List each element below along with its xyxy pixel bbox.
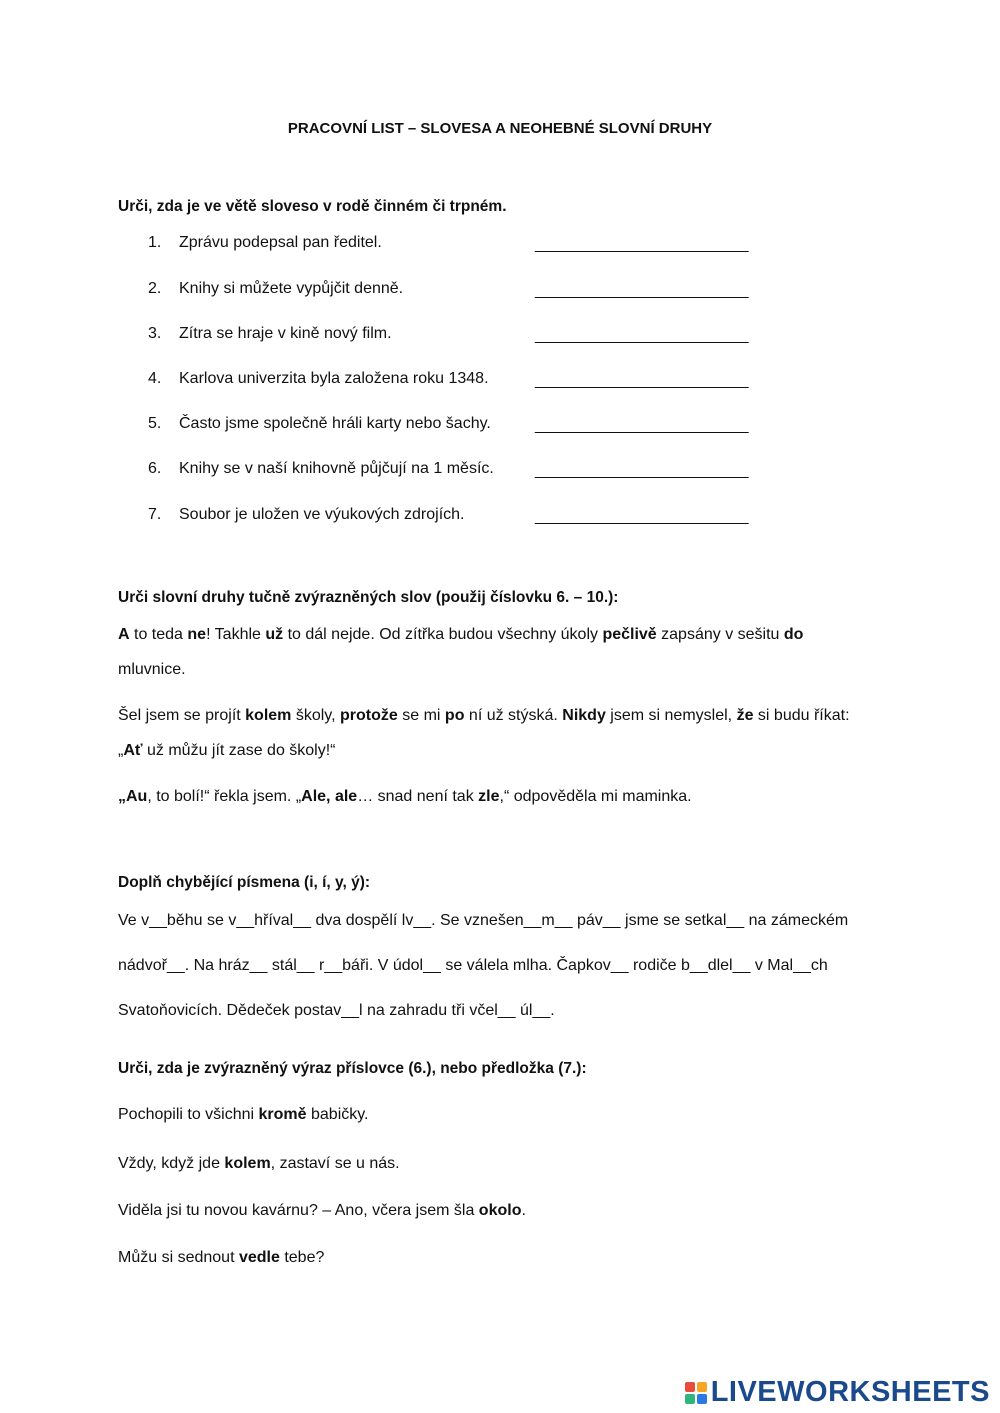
- highlighted-word: po: [444, 707, 465, 724]
- text-run: Můžu si sednout: [118, 1249, 239, 1266]
- text-run: .: [521, 1202, 526, 1219]
- logo-block: [685, 1382, 695, 1392]
- answer-blank[interactable]: ________________________: [535, 417, 749, 434]
- text-run: , zastaví se u nás.: [270, 1155, 400, 1172]
- highlighted-word: Nikdy: [562, 707, 606, 724]
- highlighted-word: ne: [187, 626, 207, 643]
- item-sentence: Zprávu podepsal pan ředitel.: [179, 234, 382, 251]
- highlighted-word: zle: [478, 788, 500, 805]
- text-run: „: [118, 742, 124, 759]
- item-number: 7.: [148, 506, 162, 523]
- item-number: 3.: [148, 325, 162, 342]
- text-run: už můžu jít zase do školy!“: [142, 742, 336, 759]
- answer-blank[interactable]: ________________________: [535, 372, 749, 389]
- highlighted-word: pečlivě: [602, 626, 657, 643]
- answer-blank[interactable]: ________________________: [535, 282, 749, 299]
- item-sentence: Zítra se hraje v kině nový film.: [179, 325, 392, 342]
- section4-heading: Urči, zda je zvýrazněný výraz příslovce (6.), nebo předložka (7.):: [118, 1060, 587, 1077]
- text-run: ,“ odpověděla mi maminka.: [499, 788, 692, 805]
- sentence-4: [118, 1249, 324, 1267]
- section3-heading: Doplň chybějící písmena (i, í, y, ý):: [118, 874, 371, 891]
- logo-block: [685, 1394, 695, 1404]
- text-run: Pochopili to všichni: [118, 1106, 259, 1123]
- sentence-2: [118, 1155, 400, 1173]
- sentence-1: [118, 1106, 369, 1124]
- paragraph-2: [118, 707, 850, 725]
- logo-block: [697, 1382, 707, 1392]
- text-run: zapsány v sešitu: [656, 626, 784, 643]
- highlighted-word: vedle: [238, 1249, 280, 1266]
- text-run: … snad není tak: [357, 788, 479, 805]
- answer-blank[interactable]: ________________________: [535, 236, 749, 253]
- text-run: se mi: [397, 707, 445, 724]
- item-sentence: Soubor je uložen ve výukových zdrojích.: [179, 506, 465, 523]
- text-run: ! Takhle: [206, 626, 266, 643]
- text-run: Vždy, když jde: [118, 1155, 225, 1172]
- text-run: to dál nejde. Od zítřka budou všechny úkoly: [283, 626, 603, 643]
- text-run: školy,: [291, 707, 341, 724]
- item-number: 5.: [148, 415, 162, 432]
- item-number: 4.: [148, 370, 162, 387]
- highlighted-word: A: [118, 626, 130, 643]
- item-number: 6.: [148, 460, 162, 477]
- fill-in-line[interactable]: nádvoř__. Na hráz__ stál__ r__báři. V údol__ se válela mlha. Čapkov__ rodiče b__dlel__ v Mal__ch: [118, 957, 828, 974]
- answer-blank[interactable]: ________________________: [535, 327, 749, 344]
- sentence-3: [118, 1202, 526, 1220]
- highlighted-word: okolo: [478, 1202, 522, 1219]
- item-sentence: Knihy se v naší knihovně půjčují na 1 měsíc.: [179, 460, 494, 477]
- text-run: tebe?: [279, 1249, 325, 1266]
- section1-heading: Urči, zda je ve větě sloveso v rodě činném či trpném.: [118, 198, 507, 215]
- item-number: 2.: [148, 280, 162, 297]
- highlighted-word: protože: [340, 707, 398, 724]
- text-run: babičky.: [306, 1106, 369, 1123]
- text-run: Viděla jsi tu novou kavárnu? – Ano, včera jsem šla: [118, 1202, 479, 1219]
- answer-blank[interactable]: ________________________: [535, 508, 749, 525]
- item-number: 1.: [148, 234, 162, 251]
- highlighted-word: už: [265, 626, 284, 643]
- item-sentence: Často jsme společně hráli karty nebo šachy.: [179, 415, 491, 432]
- logo-block: [697, 1394, 707, 1404]
- page-title: PRACOVNÍ LIST – SLOVESA A NEOHEBNÉ SLOVNÍ DRUHY: [287, 120, 713, 137]
- answer-blank[interactable]: ________________________: [535, 462, 749, 479]
- highlighted-word: Ale, ale: [301, 788, 358, 805]
- highlighted-word: kolem: [224, 1155, 271, 1172]
- text-run: ní už stýská.: [464, 707, 563, 724]
- text-run: si budu říkat:: [753, 707, 850, 724]
- fill-in-line[interactable]: Svatoňovicích. Dědeček postav__l na zahradu tři včel__ úl__.: [118, 1002, 555, 1019]
- highlighted-word: Ať: [123, 742, 143, 759]
- text-run: Šel jsem se projít: [118, 707, 246, 724]
- logo-blocks-icon: [685, 1382, 707, 1404]
- paragraph-2-continued: [118, 742, 336, 760]
- paragraph-1: [118, 626, 803, 644]
- item-sentence: Karlova univerzita byla založena roku 1348.: [179, 370, 489, 387]
- highlighted-word: kromě: [258, 1106, 307, 1123]
- logo-text: LIVEWORKSHEETS: [710, 1376, 990, 1408]
- fill-in-line[interactable]: Ve v__běhu se v__hříval__ dva dospělí lv__. Se vznešen__m__ páv__ jsme se setkal__ na zámeckém: [118, 912, 849, 929]
- text-run: to teda: [129, 626, 188, 643]
- paragraph-1-continued: mluvnice.: [118, 661, 186, 678]
- section2-heading: Urči slovní druhy tučně zvýrazněných slov (použij číslovku 6. – 10.):: [118, 589, 619, 606]
- highlighted-word: kolem: [245, 707, 292, 724]
- item-sentence: Knihy si můžete vypůjčit denně.: [179, 280, 404, 297]
- highlighted-word: do: [783, 626, 804, 643]
- text-run: jsem si nemyslel,: [605, 707, 737, 724]
- highlighted-word: že: [736, 707, 754, 724]
- highlighted-word: „Au: [118, 788, 148, 805]
- paragraph-3: [118, 788, 692, 806]
- text-run: , to bolí!“ řekla jsem. „: [147, 788, 302, 805]
- liveworksheets-logo: [685, 1376, 990, 1409]
